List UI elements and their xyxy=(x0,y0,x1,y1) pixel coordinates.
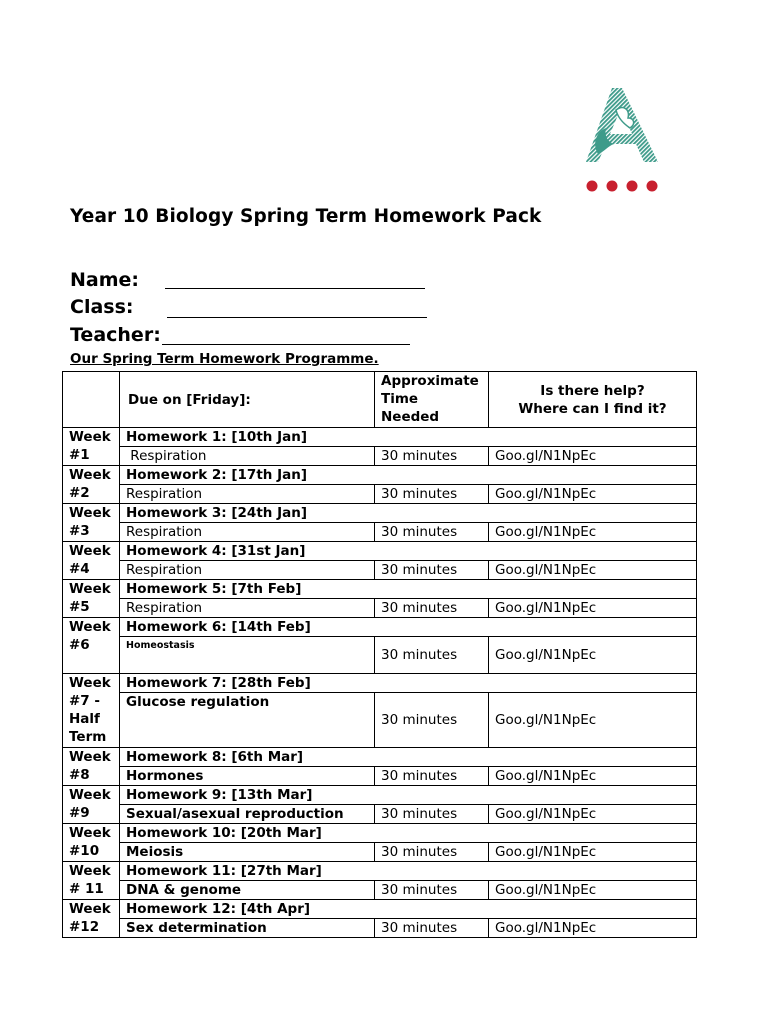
header-week xyxy=(63,372,120,428)
time-cell: 30 minutes xyxy=(375,881,489,900)
week-cell xyxy=(63,428,120,466)
table-row xyxy=(63,542,697,561)
topic-cell: Sex determination xyxy=(120,919,375,938)
school-logo xyxy=(578,84,670,196)
help-link[interactable]: Goo.gl/N1NpEc xyxy=(489,637,697,674)
week-label: Week xyxy=(69,675,111,691)
help-link[interactable]: Goo.gl/N1NpEc xyxy=(489,919,697,938)
week-label: #7 - xyxy=(69,693,101,709)
time-cell: 30 minutes xyxy=(375,767,489,786)
week-label: Week xyxy=(69,581,111,597)
week-label: Term xyxy=(69,729,107,745)
header-approx-line: Needed xyxy=(381,409,440,425)
help-link[interactable]: Goo.gl/N1NpEc xyxy=(489,561,697,580)
homework-title: Homework 1: [10th Jan] xyxy=(120,428,697,447)
table-row xyxy=(63,862,697,881)
week-label: Week xyxy=(69,825,111,841)
topic-cell: DNA & genome xyxy=(120,881,375,900)
table-row xyxy=(63,466,697,485)
table-row xyxy=(63,674,697,693)
help-link[interactable]: Goo.gl/N1NpEc xyxy=(489,523,697,542)
time-cell: 30 minutes xyxy=(375,523,489,542)
week-label: #8 xyxy=(69,767,90,783)
table-row xyxy=(63,428,697,447)
week-label: Week xyxy=(69,543,111,559)
table-row xyxy=(63,824,697,843)
time-cell: 30 minutes xyxy=(375,561,489,580)
week-label: Week xyxy=(69,619,111,635)
help-link[interactable]: Goo.gl/N1NpEc xyxy=(489,485,697,504)
topic-cell: Glucose regulation xyxy=(120,693,375,748)
page-title: Year 10 Biology Spring Term Homework Pack xyxy=(70,206,542,227)
week-label: # 11 xyxy=(69,881,104,897)
table-row xyxy=(63,919,697,938)
week-label: Week xyxy=(69,429,111,445)
class-field[interactable] xyxy=(167,317,427,318)
homework-title: Homework 12: [4th Apr] xyxy=(120,900,697,919)
help-link[interactable]: Goo.gl/N1NpEc xyxy=(489,767,697,786)
topic-cell: Homeostasis xyxy=(120,637,375,674)
header-approx-time xyxy=(375,372,489,428)
table-row xyxy=(63,843,697,862)
week-cell xyxy=(63,674,120,748)
teacher-field[interactable] xyxy=(162,344,410,345)
week-label: #9 xyxy=(69,805,90,821)
topic-cell: Respiration xyxy=(120,599,375,618)
week-label: Week xyxy=(69,505,111,521)
header-help-line: Where can I find it? xyxy=(518,400,667,417)
header-approx-line: Time xyxy=(381,391,419,407)
name-field[interactable] xyxy=(165,288,425,289)
table-row xyxy=(63,485,697,504)
time-cell: 30 minutes xyxy=(375,693,489,748)
week-label: #4 xyxy=(69,561,90,577)
help-link[interactable]: Goo.gl/N1NpEc xyxy=(489,843,697,862)
week-cell xyxy=(63,786,120,824)
programme-heading: Our Spring Term Homework Programme. xyxy=(70,351,379,367)
header-due: Due on [Friday]: xyxy=(120,372,375,428)
table-row xyxy=(63,748,697,767)
week-label: Half xyxy=(69,711,100,727)
topic-cell: Hormones xyxy=(120,767,375,786)
time-cell: 30 minutes xyxy=(375,637,489,674)
week-label: #10 xyxy=(69,843,100,859)
table-header-row xyxy=(63,372,697,428)
week-label: #2 xyxy=(69,485,90,501)
week-cell xyxy=(63,824,120,862)
homework-title: Homework 11: [27th Mar] xyxy=(120,862,697,881)
homework-title: Homework 9: [13th Mar] xyxy=(120,786,697,805)
week-cell xyxy=(63,618,120,674)
homework-table xyxy=(62,371,697,938)
topic-cell: Sexual/asexual reproduction xyxy=(120,805,375,824)
topic-cell: Respiration xyxy=(120,447,375,466)
time-cell: 30 minutes xyxy=(375,599,489,618)
table-row xyxy=(63,881,697,900)
table-row xyxy=(63,561,697,580)
table-row xyxy=(63,805,697,824)
week-label: Week xyxy=(69,467,111,483)
week-cell xyxy=(63,748,120,786)
week-label: Week xyxy=(69,863,111,879)
table-row xyxy=(63,523,697,542)
week-cell xyxy=(63,504,120,542)
week-cell xyxy=(63,580,120,618)
week-label: Week xyxy=(69,787,111,803)
week-label: #5 xyxy=(69,599,90,615)
table-row xyxy=(63,767,697,786)
topic-cell: Respiration xyxy=(120,485,375,504)
week-cell xyxy=(63,900,120,938)
homework-title: Homework 5: [7th Feb] xyxy=(120,580,697,599)
name-label: Name: xyxy=(70,269,140,291)
week-cell xyxy=(63,542,120,580)
topic-cell: Respiration xyxy=(120,523,375,542)
week-label: Week xyxy=(69,901,111,917)
header-help-line: Is there help? xyxy=(540,382,645,399)
week-label: #3 xyxy=(69,523,90,539)
time-cell: 30 minutes xyxy=(375,485,489,504)
header-approx-line: Approximate xyxy=(381,373,479,389)
homework-title: Homework 10: [20th Mar] xyxy=(120,824,697,843)
homework-title: Homework 7: [28th Feb] xyxy=(120,674,697,693)
help-link[interactable]: Goo.gl/N1NpEc xyxy=(489,881,697,900)
week-cell xyxy=(63,466,120,504)
help-link[interactable]: Goo.gl/N1NpEc xyxy=(489,599,697,618)
table-row xyxy=(63,504,697,523)
help-link[interactable]: Goo.gl/N1NpEc xyxy=(489,693,697,748)
teacher-label: Teacher: xyxy=(70,324,161,346)
table-row xyxy=(63,618,697,637)
week-cell xyxy=(63,862,120,900)
table-row xyxy=(63,637,697,674)
table-row xyxy=(63,900,697,919)
homework-title: Homework 8: [6th Mar] xyxy=(120,748,697,767)
table-row xyxy=(63,447,697,466)
time-cell: 30 minutes xyxy=(375,919,489,938)
homework-title: Homework 4: [31st Jan] xyxy=(120,542,697,561)
table-row xyxy=(63,580,697,599)
header-help xyxy=(489,372,697,428)
time-cell: 30 minutes xyxy=(375,447,489,466)
week-label: #1 xyxy=(69,447,90,463)
topic-cell: Respiration xyxy=(120,561,375,580)
table-row xyxy=(63,786,697,805)
table-row xyxy=(63,693,697,748)
homework-title: Homework 6: [14th Feb] xyxy=(120,618,697,637)
week-label: Week xyxy=(69,749,111,765)
week-label: #6 xyxy=(69,637,90,653)
table-row xyxy=(63,599,697,618)
help-link[interactable]: Goo.gl/N1NpEc xyxy=(489,447,697,466)
homework-title: Homework 3: [24th Jan] xyxy=(120,504,697,523)
help-link[interactable]: Goo.gl/N1NpEc xyxy=(489,805,697,824)
homework-title: Homework 2: [17th Jan] xyxy=(120,466,697,485)
time-cell: 30 minutes xyxy=(375,805,489,824)
week-label: #12 xyxy=(69,919,100,935)
class-label: Class: xyxy=(70,296,134,318)
time-cell: 30 minutes xyxy=(375,843,489,862)
topic-cell: Meiosis xyxy=(120,843,375,862)
